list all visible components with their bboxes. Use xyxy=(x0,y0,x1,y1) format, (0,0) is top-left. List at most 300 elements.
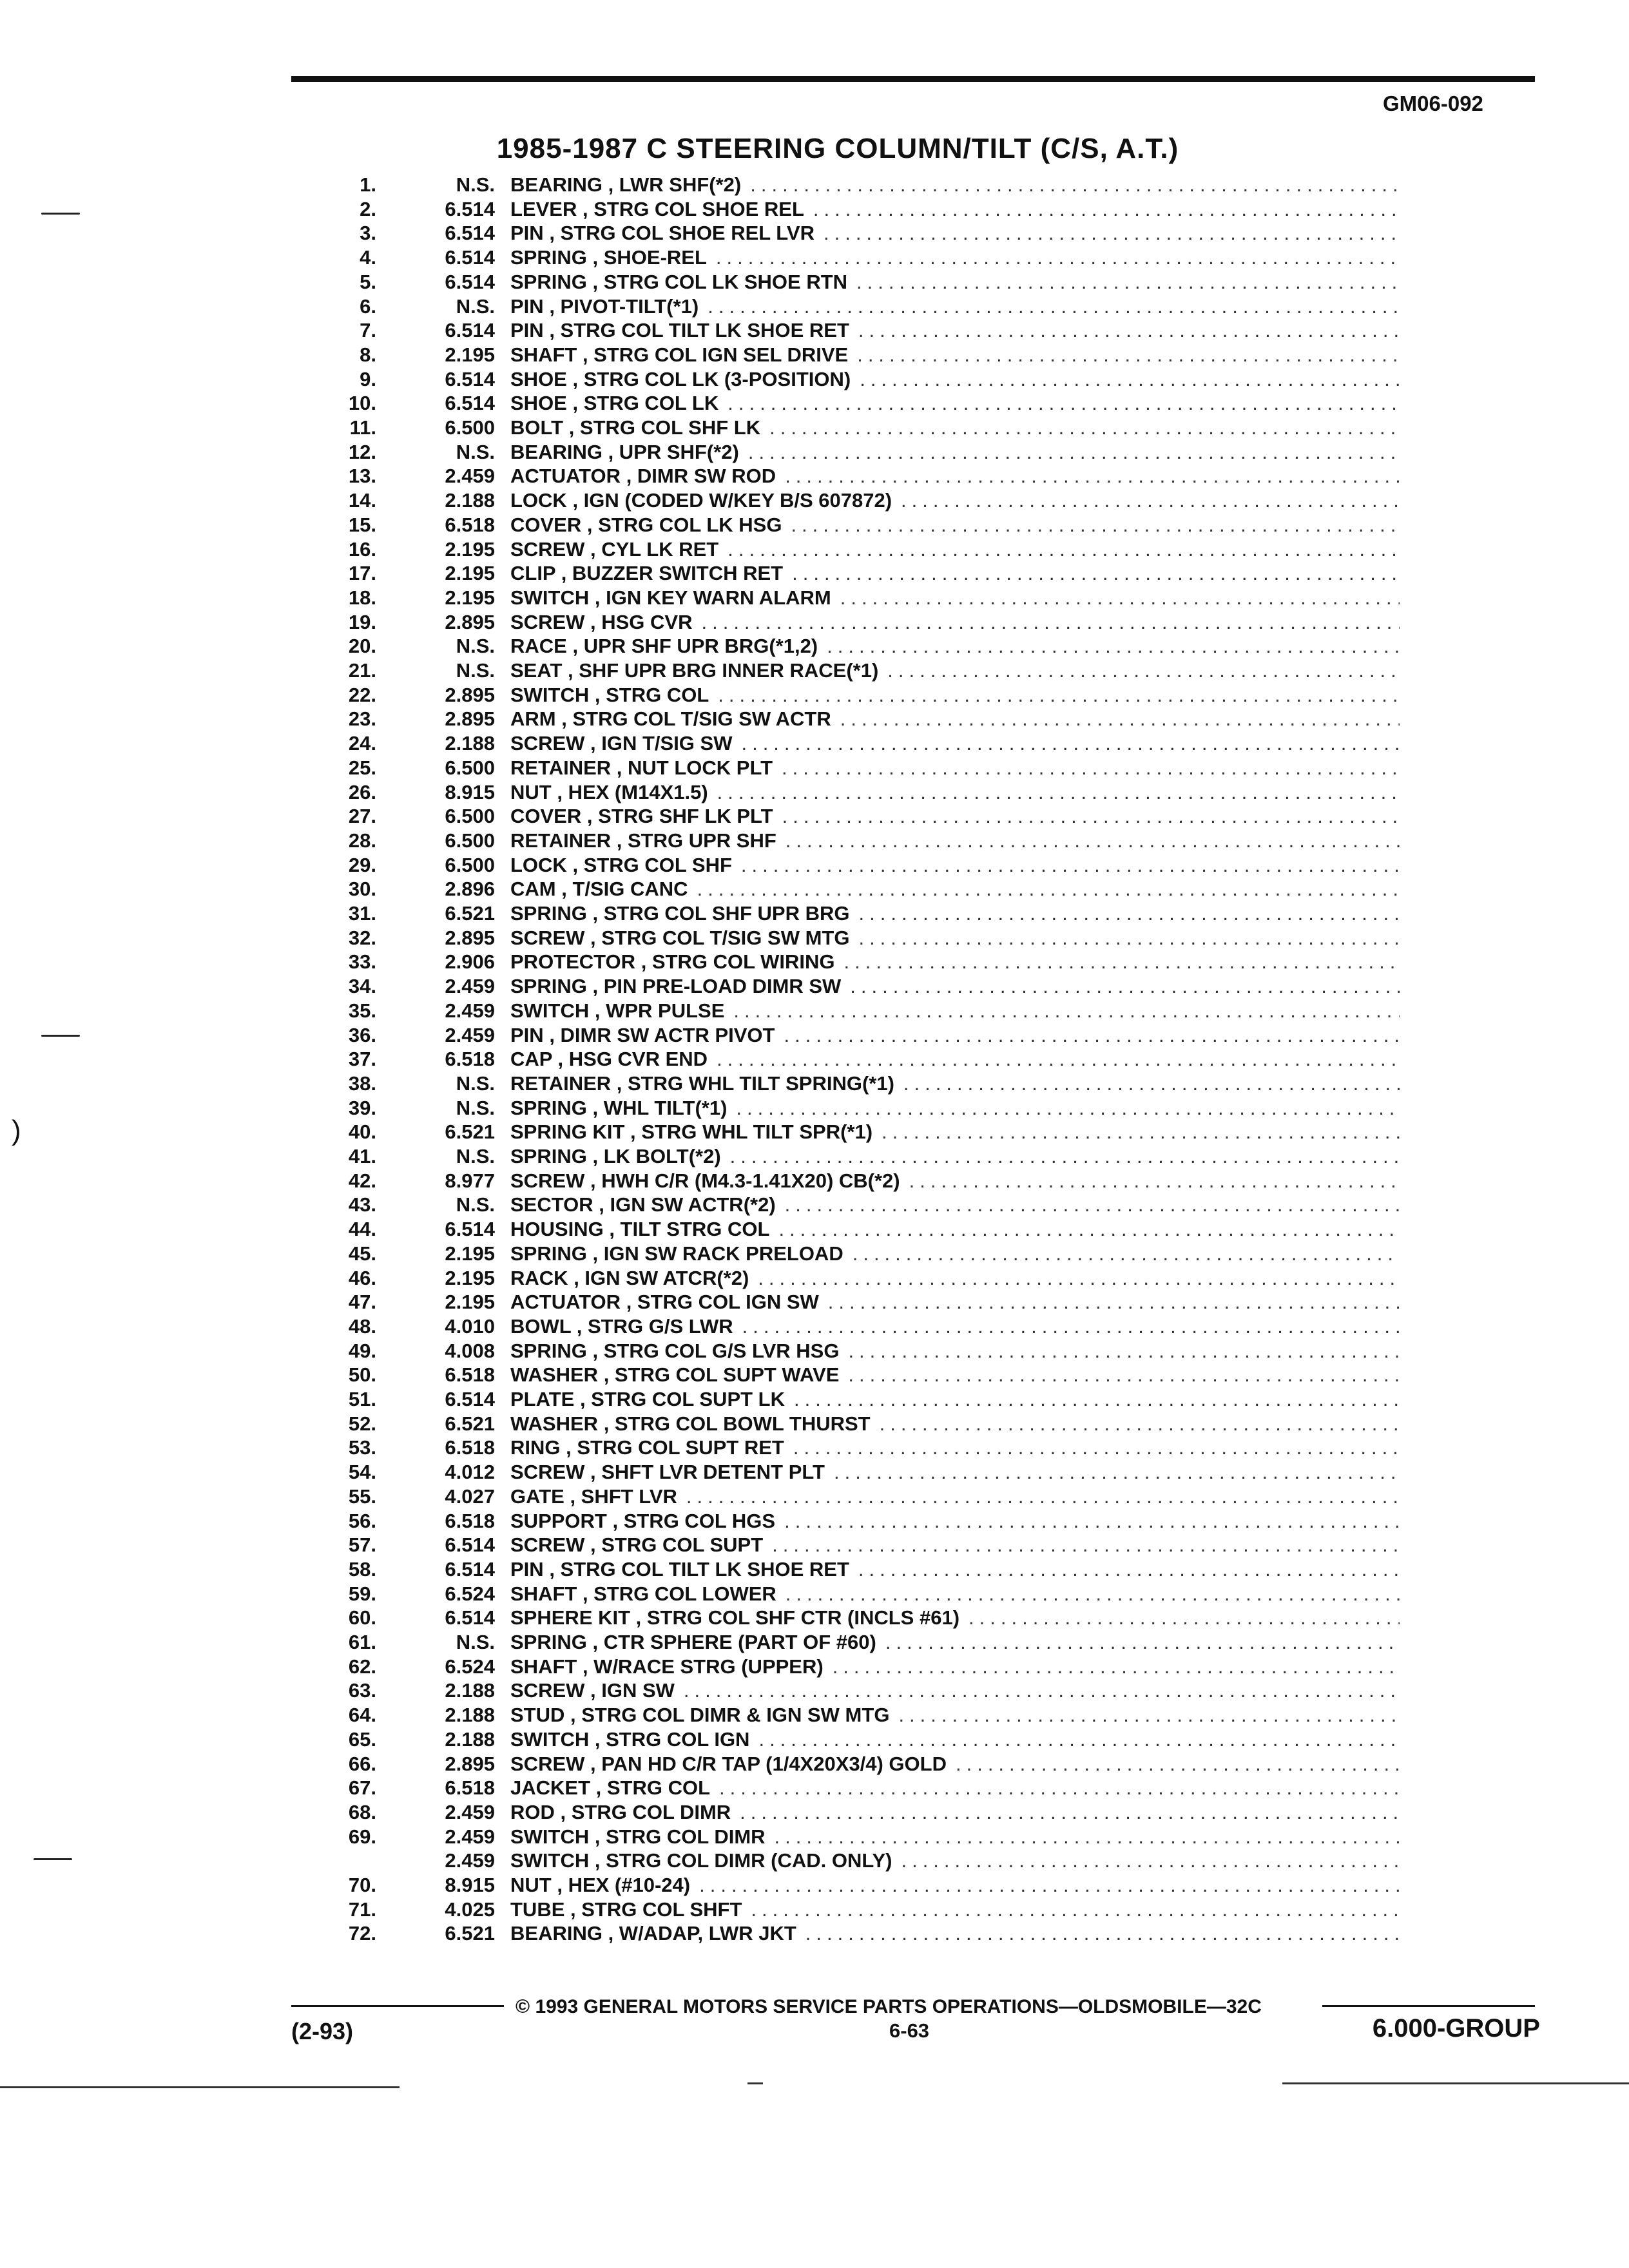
part-number: 28. xyxy=(348,829,376,852)
part-row xyxy=(284,197,1405,222)
part-group: 6.514 xyxy=(445,222,495,245)
dot-leader xyxy=(773,804,1400,829)
part-detail: , STRG COL IGN SW xyxy=(626,1291,819,1314)
part-group: 2.195 xyxy=(445,1266,495,1289)
part-detail: , WPR PULSE xyxy=(594,999,725,1022)
part-name: LOCK xyxy=(510,489,567,512)
part-group: 2.895 xyxy=(445,707,495,731)
dot-leader xyxy=(783,561,1400,586)
part-name: SWITCH xyxy=(510,999,590,1022)
part-group: 4.010 xyxy=(445,1314,495,1338)
revision-date: (2-93) xyxy=(291,2018,354,2044)
part-row xyxy=(284,683,1405,707)
part-number: 19. xyxy=(348,610,376,633)
dot-leader xyxy=(785,1387,1400,1412)
part-detail: , IGN SW RACK PRELOAD xyxy=(592,1242,843,1265)
part-number: 44. xyxy=(348,1218,376,1241)
part-group: 2.188 xyxy=(445,1704,495,1727)
part-description xyxy=(510,1921,1400,1946)
dot-leader xyxy=(739,440,1400,465)
dot-leader xyxy=(835,950,1400,974)
part-group: 2.195 xyxy=(445,586,495,609)
part-description xyxy=(510,1169,1400,1193)
part-name: SHAFT xyxy=(510,343,577,366)
part-number: 52. xyxy=(348,1412,376,1435)
part-detail: , STRG COL T/SIG SW MTG xyxy=(590,926,850,949)
part-detail: , TILT STRG COL xyxy=(609,1218,770,1241)
part-detail: , STRG COL LK xyxy=(572,392,719,415)
part-number: 24. xyxy=(348,732,376,755)
part-group: 2.459 xyxy=(445,975,495,998)
part-detail: , DIMR SW ROD xyxy=(626,465,776,488)
part-description xyxy=(510,1047,1400,1072)
part-detail: , STRG COL SHF LK xyxy=(568,416,761,439)
part-group: 6.514 xyxy=(445,1388,495,1410)
part-row xyxy=(284,1630,1405,1655)
part-detail: , CTR SPHERE (PART OF #60) xyxy=(592,1631,876,1653)
part-description xyxy=(510,464,1400,488)
part-row xyxy=(284,1921,1405,1946)
part-detail: , STRG COL TILT LK SHOE RET xyxy=(549,319,849,342)
part-row xyxy=(284,1800,1405,1825)
footer-rule-right xyxy=(1322,2005,1535,2007)
part-description xyxy=(510,343,1400,367)
part-description xyxy=(510,1460,1400,1485)
part-name: SCREW xyxy=(510,1752,585,1775)
part-description xyxy=(510,1606,1400,1630)
dot-leader xyxy=(766,1825,1400,1849)
copyright-text: © 1993 GENERAL MOTORS SERVICE PARTS OPERATIONS—OLDSMOBILE—32C xyxy=(516,1996,1262,2017)
part-group: N.S. xyxy=(456,173,495,196)
part-row xyxy=(284,731,1405,756)
dot-leader xyxy=(692,610,1400,635)
part-description xyxy=(510,683,1400,707)
part-row xyxy=(284,1096,1405,1120)
part-name: CAM xyxy=(510,878,556,901)
part-name: SHAFT xyxy=(510,1582,577,1605)
part-row xyxy=(284,950,1405,974)
document-code: GM06-092 xyxy=(1383,91,1483,115)
part-description xyxy=(510,488,1400,513)
part-row xyxy=(284,586,1405,610)
part-detail: , BUZZER SWITCH RET xyxy=(561,562,784,585)
part-group: 4.012 xyxy=(445,1461,495,1484)
part-name: SCREW xyxy=(510,1461,585,1484)
margin-mark xyxy=(41,1035,80,1037)
part-detail: , STRG COL IGN SEL DRIVE xyxy=(582,343,849,366)
part-group: 2.459 xyxy=(445,1825,495,1848)
part-detail: , STRG COL SUPT WAVE xyxy=(603,1363,840,1387)
part-row xyxy=(284,318,1405,343)
part-row xyxy=(284,1752,1405,1776)
part-number: 1. xyxy=(360,173,376,196)
part-group: N.S. xyxy=(456,440,495,463)
part-description xyxy=(510,1630,1400,1655)
part-number: 65. xyxy=(348,1727,376,1751)
dot-leader xyxy=(699,294,1400,319)
part-detail: , STRG COL TILT LK SHOE RET xyxy=(549,1557,849,1581)
part-name: STUD xyxy=(510,1704,565,1727)
part-description xyxy=(510,1363,1400,1387)
dot-leader xyxy=(721,1144,1400,1169)
part-group: 6.500 xyxy=(445,416,495,439)
part-row xyxy=(284,780,1405,805)
part-row xyxy=(284,658,1405,683)
dot-leader xyxy=(776,1582,1400,1606)
dot-leader xyxy=(732,853,1400,878)
part-name: CAP xyxy=(510,1048,552,1071)
part-number: 5. xyxy=(360,270,376,293)
part-name: SWITCH xyxy=(510,1727,590,1751)
part-detail: , STRG COL LK SHOE RTN xyxy=(592,270,848,293)
part-detail: , STRG COL SHOE REL xyxy=(582,197,804,220)
part-number: 14. xyxy=(348,489,376,512)
part-row xyxy=(284,804,1405,829)
part-group: 2.188 xyxy=(445,732,495,755)
part-detail: , STRG COL SHOE REL LVR xyxy=(549,222,815,245)
part-number: 35. xyxy=(348,999,376,1022)
dot-leader xyxy=(849,318,1400,343)
part-description xyxy=(510,1898,1400,1922)
part-description xyxy=(510,1193,1400,1217)
part-group: 6.521 xyxy=(445,1412,495,1435)
part-description xyxy=(510,926,1400,950)
part-number: 36. xyxy=(348,1023,376,1046)
part-detail: , HEX (#10-24) xyxy=(557,1874,691,1896)
part-description xyxy=(510,950,1400,974)
part-row xyxy=(284,1047,1405,1072)
part-name: COVER xyxy=(510,513,582,536)
part-description xyxy=(510,877,1400,901)
part-detail: , STRG COL xyxy=(595,1776,711,1800)
part-detail: , STRG COL LK HSG xyxy=(586,513,782,536)
part-detail: , STRG UPR SHF xyxy=(616,829,776,852)
part-detail: , IGN SW ACTR(*2) xyxy=(599,1193,776,1216)
dot-leader xyxy=(841,974,1400,999)
part-detail: , IGN KEY WARN ALARM xyxy=(594,586,831,609)
part-number: 21. xyxy=(348,659,376,682)
part-group: 6.500 xyxy=(445,756,495,779)
dot-leader xyxy=(775,1509,1400,1533)
part-group: 6.518 xyxy=(445,1436,495,1459)
part-group: 6.514 xyxy=(445,1218,495,1241)
part-number: 45. xyxy=(348,1242,376,1265)
part-name: LEVER xyxy=(510,197,577,220)
part-description xyxy=(510,756,1400,780)
part-row xyxy=(284,1290,1405,1314)
dot-leader xyxy=(732,731,1400,756)
part-name: SPRING xyxy=(510,1096,587,1119)
part-row xyxy=(284,294,1405,319)
part-group: 6.500 xyxy=(445,805,495,828)
part-description xyxy=(510,1752,1400,1776)
part-row xyxy=(284,1242,1405,1266)
part-detail: , WHL TILT(*1) xyxy=(592,1096,728,1119)
part-name: COVER xyxy=(510,805,582,828)
part-row xyxy=(284,1825,1405,1849)
part-description xyxy=(510,1339,1400,1363)
dot-leader xyxy=(848,343,1400,367)
part-detail: , PIN PRE-LOAD DIMR SW xyxy=(592,975,842,998)
part-row xyxy=(284,537,1405,562)
part-number: 30. xyxy=(348,878,376,901)
part-name: SHOE xyxy=(510,392,567,415)
dot-leader xyxy=(776,829,1400,853)
part-group: N.S. xyxy=(456,294,495,318)
part-detail: , HWH C/R (M4.3-1.41X20) CB(*2) xyxy=(590,1169,900,1192)
part-description xyxy=(510,1217,1400,1242)
part-group: 6.518 xyxy=(445,1509,495,1532)
dot-leader xyxy=(843,1242,1400,1266)
part-number: 32. xyxy=(348,926,376,949)
part-row xyxy=(284,1339,1405,1363)
scan-artifact-line xyxy=(747,2082,763,2084)
part-group: 6.518 xyxy=(445,1048,495,1071)
part-group: 6.500 xyxy=(445,853,495,876)
dot-leader xyxy=(784,1436,1400,1460)
footer-rule-left xyxy=(291,2005,504,2007)
part-name: TUBE xyxy=(510,1898,565,1921)
part-number: 33. xyxy=(348,950,376,974)
dot-leader xyxy=(690,1873,1400,1898)
part-description xyxy=(510,173,1400,197)
part-number: 61. xyxy=(348,1631,376,1653)
part-description xyxy=(510,974,1400,999)
part-description xyxy=(510,1849,1400,1873)
part-group: 6.518 xyxy=(445,513,495,536)
part-number: 58. xyxy=(348,1557,376,1581)
part-row xyxy=(284,1509,1405,1533)
part-group: 8.915 xyxy=(445,1874,495,1896)
part-description xyxy=(510,853,1400,878)
part-number: 64. xyxy=(348,1704,376,1727)
part-row xyxy=(284,367,1405,392)
part-number: 38. xyxy=(348,1072,376,1095)
part-number: 48. xyxy=(348,1314,376,1338)
part-name: HOUSING xyxy=(510,1218,604,1241)
part-description xyxy=(510,780,1400,805)
dot-leader xyxy=(796,1921,1400,1946)
part-detail: , STRG COL HGS xyxy=(612,1509,776,1532)
part-name: SPRING xyxy=(510,1631,587,1653)
part-detail: , STRG COL WIRING xyxy=(641,950,835,974)
part-number: 11. xyxy=(349,416,376,439)
part-row xyxy=(284,1363,1405,1387)
margin-mark xyxy=(34,1858,72,1860)
part-group: 8.915 xyxy=(445,780,495,803)
part-description xyxy=(510,1096,1400,1120)
part-number: 26. xyxy=(348,780,376,803)
dot-leader xyxy=(847,270,1400,294)
dot-leader xyxy=(707,245,1400,270)
part-row xyxy=(284,1898,1405,1922)
part-name: WASHER xyxy=(510,1363,599,1387)
part-number: 68. xyxy=(348,1800,376,1823)
part-name: ACTUATOR xyxy=(510,1291,621,1314)
part-row xyxy=(284,343,1405,367)
part-number: 66. xyxy=(348,1752,376,1775)
part-number: 20. xyxy=(348,635,376,658)
part-group: 2.895 xyxy=(445,610,495,633)
part-row xyxy=(284,1776,1405,1800)
part-number: 60. xyxy=(348,1606,376,1629)
part-group: 2.195 xyxy=(445,1291,495,1314)
part-name: SCREW xyxy=(510,1169,585,1192)
part-detail: , LK BOLT(*2) xyxy=(592,1145,721,1168)
part-detail: , STRG COL T/SIG SW ACTR xyxy=(561,707,831,731)
part-name: SCREW xyxy=(510,732,585,755)
part-number: 41. xyxy=(348,1145,376,1168)
part-number: 59. xyxy=(348,1582,376,1605)
part-name: SCREW xyxy=(510,926,585,949)
part-row xyxy=(284,829,1405,853)
dot-leader xyxy=(710,1776,1400,1800)
part-description xyxy=(510,1557,1400,1582)
dot-leader xyxy=(727,1096,1400,1120)
dot-leader xyxy=(708,1047,1400,1072)
part-name: SPRING xyxy=(510,902,587,925)
part-number: 72. xyxy=(348,1922,376,1945)
part-number: 13. xyxy=(348,465,376,488)
dot-leader xyxy=(892,1849,1400,1873)
dot-leader xyxy=(741,173,1400,197)
part-group: N.S. xyxy=(456,1072,495,1095)
part-group: 4.008 xyxy=(445,1339,495,1362)
part-row xyxy=(284,1436,1405,1460)
part-detail: , STRG COL SUPT xyxy=(590,1533,764,1557)
part-name: PROTECTOR xyxy=(510,950,636,974)
part-description xyxy=(510,901,1400,926)
part-number: 4. xyxy=(360,246,376,269)
part-detail: , STRG COL LOWER xyxy=(582,1582,776,1605)
part-row xyxy=(284,1072,1405,1096)
part-description xyxy=(510,1023,1400,1048)
part-row xyxy=(284,221,1405,245)
dot-leader xyxy=(775,1023,1400,1048)
dot-leader xyxy=(804,197,1400,222)
part-name: SWITCH xyxy=(510,1849,590,1872)
part-description xyxy=(510,1655,1400,1679)
part-number: 40. xyxy=(348,1120,376,1144)
part-description xyxy=(510,391,1400,416)
scan-artifact-line xyxy=(1282,2082,1629,2084)
part-number: 34. xyxy=(348,975,376,998)
dot-leader xyxy=(850,901,1400,926)
part-name: JACKET xyxy=(510,1776,591,1800)
part-row xyxy=(284,1412,1405,1436)
part-row xyxy=(284,391,1405,416)
part-row xyxy=(284,1606,1405,1630)
part-detail: , SHOE-REL xyxy=(592,246,707,269)
part-name: NUT xyxy=(510,1874,552,1896)
part-name: CLIP xyxy=(510,562,556,585)
part-group: 2.459 xyxy=(445,465,495,488)
part-number: 39. xyxy=(348,1096,376,1119)
part-description xyxy=(510,1412,1400,1436)
part-group: 6.514 xyxy=(445,1533,495,1557)
part-detail: , IGN SW xyxy=(590,1679,675,1702)
part-group: 2.459 xyxy=(445,1800,495,1823)
group-label: 6.000-GROUP xyxy=(1372,2014,1540,2042)
part-group: 6.514 xyxy=(445,270,495,293)
top-rule xyxy=(291,76,1535,82)
part-number: 67. xyxy=(348,1776,376,1800)
part-number: 7. xyxy=(360,319,376,342)
part-group: 4.027 xyxy=(445,1485,495,1508)
part-row xyxy=(284,561,1405,586)
dot-leader xyxy=(900,1169,1400,1193)
part-number: 63. xyxy=(348,1679,376,1702)
dot-leader xyxy=(876,1630,1400,1655)
part-name: PIN xyxy=(510,1023,544,1046)
part-row xyxy=(284,999,1405,1023)
part-group: 6.514 xyxy=(445,246,495,269)
part-detail: , STRG COL SUPT LK xyxy=(579,1388,785,1410)
dot-leader xyxy=(849,926,1400,950)
part-description xyxy=(510,197,1400,222)
part-row xyxy=(284,1314,1405,1339)
part-name: NUT xyxy=(510,780,552,803)
dot-leader xyxy=(839,1339,1400,1363)
part-row xyxy=(284,1144,1405,1169)
dot-leader xyxy=(871,1412,1400,1436)
part-name: BEARING xyxy=(510,1922,602,1945)
part-detail: , W/ADAP, LWR JKT xyxy=(608,1922,796,1945)
part-row xyxy=(284,853,1405,878)
part-row xyxy=(284,707,1405,731)
part-group: 2.195 xyxy=(445,562,495,585)
part-detail: , STRG COL SHF CTR (INCLS #61) xyxy=(635,1606,960,1629)
part-row xyxy=(284,1485,1405,1509)
part-detail: , NUT LOCK PLT xyxy=(616,756,773,779)
part-row xyxy=(284,1460,1405,1485)
dot-leader xyxy=(947,1752,1400,1776)
part-group: 2.195 xyxy=(445,1242,495,1265)
part-row xyxy=(284,440,1405,465)
part-number: 69. xyxy=(348,1825,376,1848)
dot-leader xyxy=(782,513,1400,537)
part-name: SPRING xyxy=(510,1242,587,1265)
part-detail: , STRG COL DIMR (CAD. ONLY) xyxy=(594,1849,892,1872)
dot-leader xyxy=(675,1678,1400,1703)
dot-leader xyxy=(894,1072,1400,1096)
part-name: RETAINER xyxy=(510,756,612,779)
part-name: SWITCH xyxy=(510,1825,590,1848)
dot-leader xyxy=(824,1655,1400,1679)
part-number: 55. xyxy=(348,1485,376,1508)
part-group: 2.895 xyxy=(445,683,495,706)
part-description xyxy=(510,586,1400,610)
dot-leader xyxy=(818,634,1400,658)
part-row xyxy=(284,1655,1405,1679)
dot-leader xyxy=(773,756,1400,780)
part-name: RETAINER xyxy=(510,1072,612,1095)
part-group: 6.514 xyxy=(445,367,495,390)
part-name: SCREW xyxy=(510,1533,585,1557)
part-detail: , HEX (M14X1.5) xyxy=(557,780,708,803)
part-group: 2.895 xyxy=(445,1752,495,1775)
part-number: 15. xyxy=(348,513,376,536)
part-description xyxy=(510,367,1400,392)
part-row xyxy=(284,1873,1405,1898)
part-detail: , STRG COL SUPT RET xyxy=(566,1436,784,1459)
part-detail: , STRG COL G/S LVR HSG xyxy=(592,1339,840,1362)
part-name: SUPPORT xyxy=(510,1509,607,1532)
part-group: 6.514 xyxy=(445,319,495,342)
part-name: SPHERE KIT xyxy=(510,1606,631,1629)
part-detail: , STRG COL IGN xyxy=(594,1727,750,1751)
part-group: 2.195 xyxy=(445,537,495,561)
